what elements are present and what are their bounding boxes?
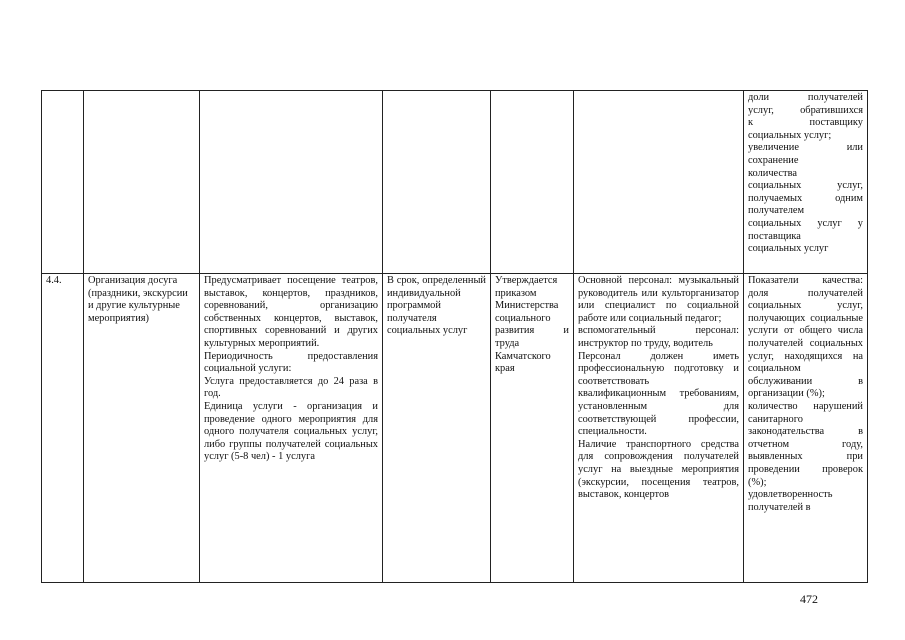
cell-service-term: В срок, определенный индивидуальной программой получателя социальных услуг [383, 274, 491, 583]
services-table [41, 90, 868, 583]
cell-service-quality [744, 274, 868, 583]
cell-service-conditions [574, 274, 744, 583]
cell-conditions-empty [574, 91, 744, 274]
table-row-continuation [42, 91, 868, 274]
cell-term-empty [383, 91, 491, 274]
cell-quality-continuation [744, 91, 868, 274]
text-line: увеличение или [748, 142, 863, 154]
text-line: количества [748, 167, 797, 179]
quality-paragraph: количество нарушений санитарного законодательства в отчетном году, выявленных при проведении проверок (%); [748, 400, 863, 488]
text-line: социальных услуг у [748, 217, 863, 229]
cell-num-empty [42, 91, 84, 274]
cell-service-description [200, 274, 383, 583]
description-paragraph: Периодичность предоставления социальной услуги: [204, 350, 378, 375]
page-number: 472 [800, 592, 818, 606]
text-line: социальных услуг [748, 243, 829, 255]
description-paragraph: Единица услуги - организация и проведение одного мероприятия для одного получателя социальных услуг, либо группы получателей социальных услуг (5-8 чел) - 1 услуга [204, 400, 378, 463]
text-line: к поставщику [748, 117, 863, 129]
conditions-paragraph: Наличие транспортного средства для сопровождения получателей услуг на выездные мероприятия (экскурсии, посещения театров, выставок, концертов [578, 438, 739, 501]
quality-paragraph: Показатели качества: доля получателей социальных услуг, получающих социальные услуги от общего числа получателей социальных услуг, находящихся на социальном обслуживании в организации (%); [748, 275, 863, 400]
cell-description-empty [200, 91, 383, 274]
conditions-paragraph: Персонал должен иметь профессиональную подготовку и соответствовать квалификационным требованиям, установленным для соответствующей профессии, специальности. [578, 350, 739, 438]
cell-tariff-empty [491, 91, 574, 274]
conditions-paragraph: вспомогательный персонал: инструктор по труду, водитель [578, 325, 739, 349]
text-line: услуг, обратившихся [748, 104, 863, 116]
description-paragraph: Предусматривает посещение театров, выставок, концертов, праздников, соревнований, организацию собственных концертов, выставок, спортивных соревнований и других культурных мероприятий. [204, 275, 378, 349]
table-row-4-4 [42, 274, 868, 583]
conditions-paragraph: Основной персонал: музыкальный руководитель или культорганизатор или специалист по социальной работе или социальный педагог; [578, 275, 739, 324]
text-line: сохранение [748, 154, 799, 166]
text-line: получаемых одним [748, 192, 863, 204]
cell-service-name: Организация досуга (праздники, экскурсии и другие культурные мероприятия) [84, 274, 200, 583]
text-line: социальных услуг; [748, 129, 832, 141]
cell-service-tariff: Утверждается приказом Министерства социального развития и труда Камчатского края [491, 274, 574, 583]
text-line: получателем [748, 205, 805, 217]
quality-paragraph: удовлетворенность получателей в [748, 489, 833, 513]
cell-row-number: 4.4. [42, 274, 84, 583]
text-line: поставщика [748, 230, 801, 242]
description-paragraph: Услуга предоставляется до 24 раза в год. [204, 375, 378, 400]
text-line: доли получателей [748, 92, 863, 103]
cell-name-empty [84, 91, 200, 274]
text-line: социальных услуг, [748, 180, 863, 192]
